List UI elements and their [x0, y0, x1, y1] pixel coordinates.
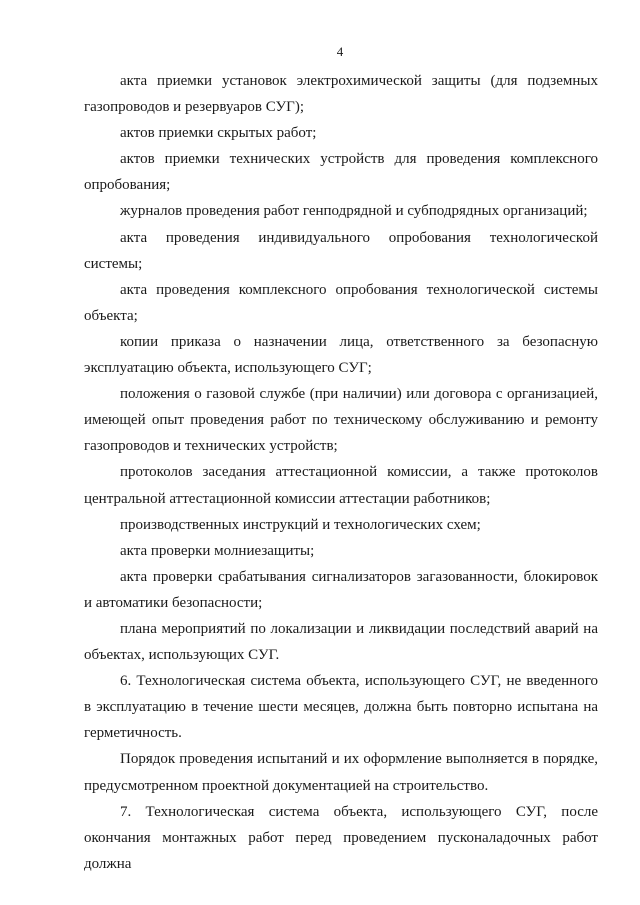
- paragraph: производственных инструкций и технологических схем;: [120, 516, 481, 533]
- paragraph: копии приказа о назначении лица, ответственного за безопасную эксплуатацию объекта, использующего СУГ;: [84, 333, 598, 377]
- paragraph: положения о газовой службе (при наличии) или договора с организацией, имеющей опыт проведения работ по техническому обслуживанию и ремонту газопроводов и технических устройств;: [84, 386, 598, 455]
- paragraph: акта проверки срабатывания сигнализаторов загазованности, блокировок и автоматики безопасности;: [84, 568, 598, 611]
- paragraph: 7. Технологическая система объекта, использующего СУГ, после окончания монтажных работ перед проведением пусконаладочных работ должна: [84, 803, 598, 872]
- document-body: [84, 68, 598, 877]
- paragraph: Порядок проведения испытаний и их оформление выполняется в порядке, предусмотренном проектной документацией на строительство.: [84, 751, 598, 794]
- paragraph: актов приемки скрытых работ;: [120, 125, 317, 142]
- paragraph: акта приемки установок электрохимической защиты (для подземных газопроводов и резервуаров СУГ);: [84, 73, 598, 116]
- paragraph: акта проверки молниезащиты;: [120, 542, 315, 559]
- paragraph: акта проведения индивидуального опробования технологической системы;: [84, 229, 598, 272]
- page-number: 4: [336, 44, 344, 59]
- paragraph: плана мероприятий по локализации и ликвидации последствий аварий на объектах, использующих СУГ.: [84, 620, 598, 664]
- paragraph: актов приемки технических устройств для проведения комплексного опробования;: [84, 151, 598, 194]
- paragraph: 6. Технологическая система объекта, использующего СУГ, не введенного в эксплуатацию в течение шести месяцев, должна быть повторно испытана на герметичность.: [84, 673, 598, 742]
- paragraph: протоколов заседания аттестационной комиссии, а также протоколов центральной аттестационной комиссии аттестации работников;: [84, 464, 598, 507]
- paragraph: акта проведения комплексного опробования технологической системы объекта;: [84, 281, 598, 324]
- paragraph: журналов проведения работ генподрядной и субподрядных организаций;: [120, 203, 588, 220]
